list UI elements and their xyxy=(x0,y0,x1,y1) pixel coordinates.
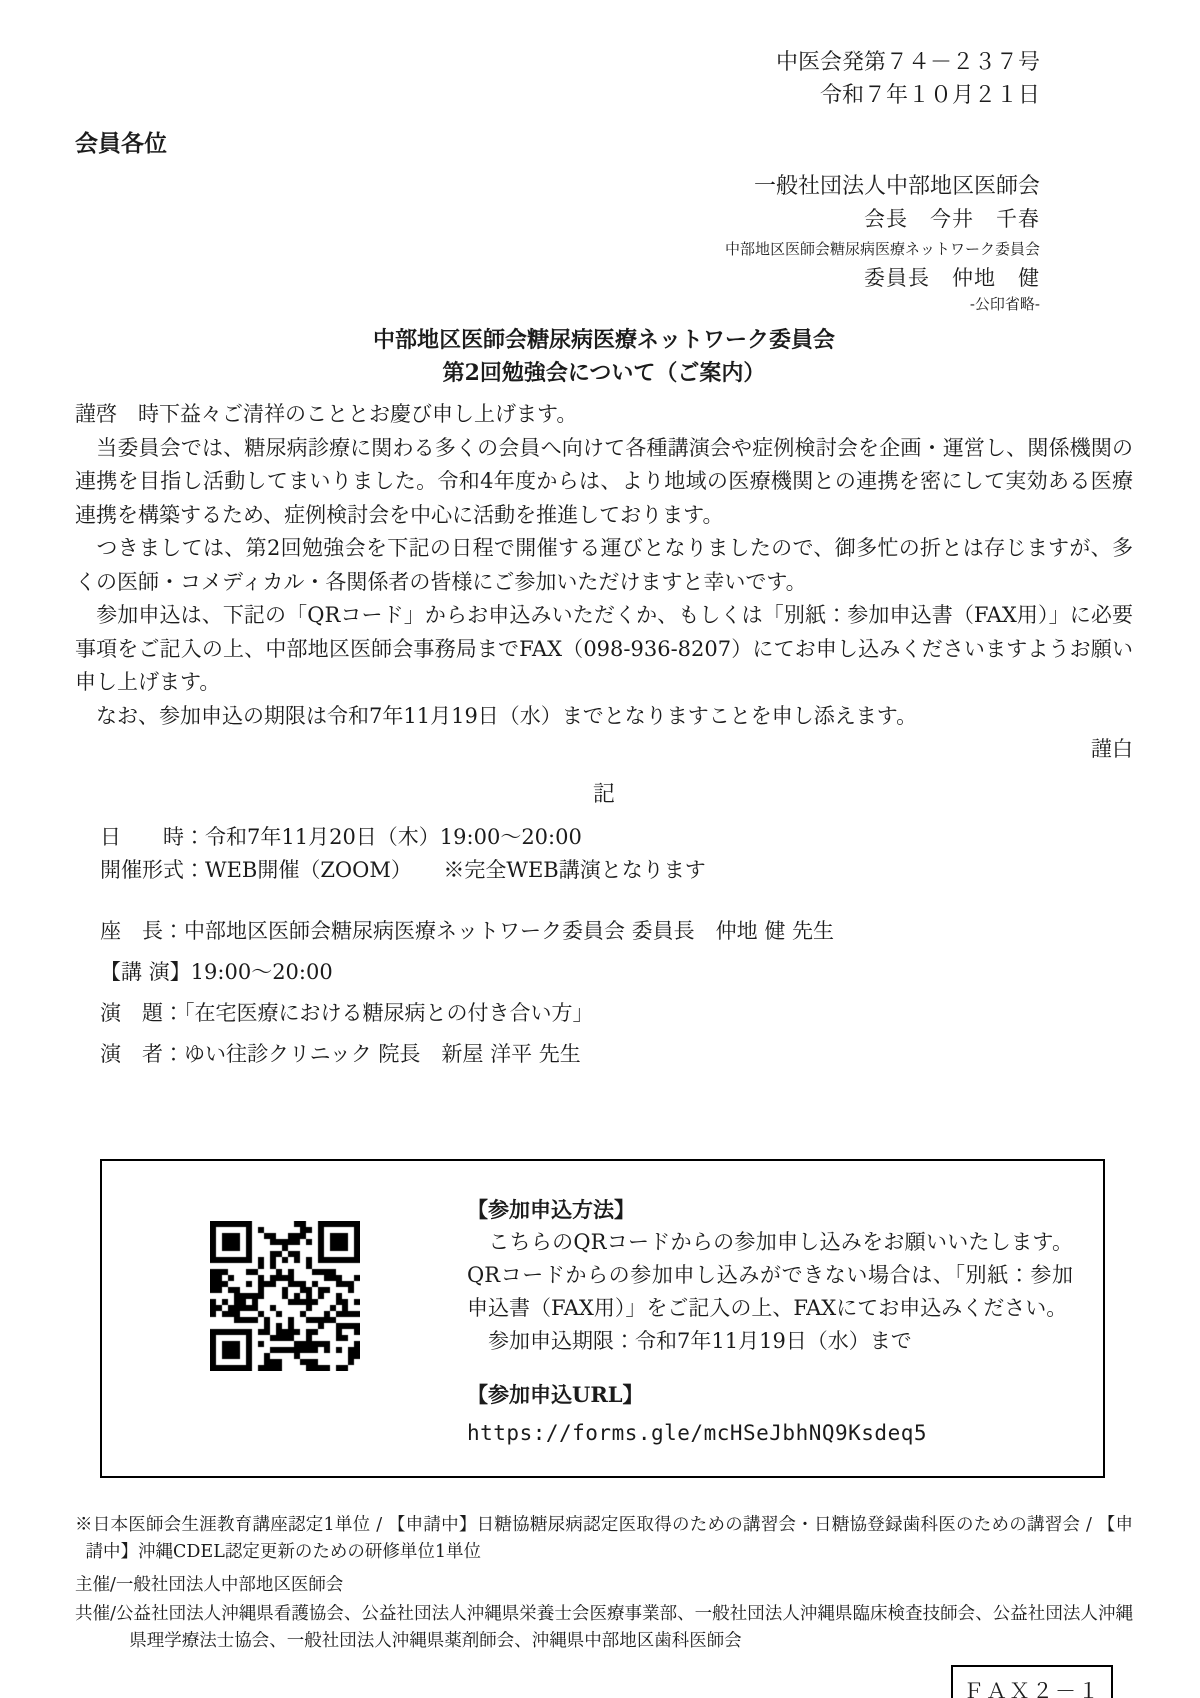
letter-body xyxy=(75,398,1133,733)
application-method-text: こちらのQRコードからの参加申し込みをお願いいたします。QRコードからの参加申し込みができない場合は、「別紙：参加申込書（FAX用）」をご記入の上、FAXにてお申込みください。 xyxy=(467,1230,1073,1320)
detail-chairperson: 座 長：中部地区医師会糖尿病医療ネットワーク委員会 委員長 仲地 健 先生 xyxy=(100,919,835,943)
footer-notes xyxy=(75,1512,1133,1655)
application-url-heading: 【参加申込URL】 xyxy=(467,1382,644,1407)
event-details xyxy=(75,821,1133,1071)
application-info-box xyxy=(100,1159,1105,1478)
sender-block xyxy=(75,170,1133,314)
host-organization: 主催/一般社団法人中部地区医師会 xyxy=(75,1575,344,1595)
sender-organization: 一般社団法人中部地区医師会 xyxy=(753,174,1040,199)
detail-format: 開催形式：WEB開催（ZOOM） ※完全WEB講演となります xyxy=(100,858,706,882)
fax-page-label-box xyxy=(951,1665,1113,1698)
application-method-heading: 【参加申込方法】 xyxy=(467,1197,635,1222)
document-header-reference xyxy=(75,46,1133,112)
document-title-line1: 中部地区医師会糖尿病医療ネットワーク委員会 xyxy=(372,327,835,353)
body-paragraph-activities: 当委員会では、糖尿病診療に関わる多くの会員へ向けて各種講演会や症例検討会を企画・運営し、関係機関の連携を目指し活動してまいりました。令和4年度からは、より地域の医療機関との連携を密にして実効ある医療連携を構築するため、症例検討会を中心に活動を推進しております。 xyxy=(75,435,1133,527)
body-paragraph-deadline: なお、参加申込の期限は令和7年11月19日（水）までとなりますことを申し添えます。 xyxy=(75,703,918,728)
recipient-line: 会員各位 xyxy=(75,130,167,157)
fax-page-label: ＦＡＸ２－１ xyxy=(963,1679,1101,1698)
body-paragraph-greeting: 謹啓 時下益々ご清祥のこととお慶び申し上げます。 xyxy=(75,402,578,426)
detail-datetime: 日 時：令和7年11月20日（木）19:00～20:00 xyxy=(100,825,582,849)
sender-committee: 中部地区医師会糖尿病医療ネットワーク委員会 xyxy=(724,240,1040,258)
detail-lecture-time: 【講 演】19:00～20:00 xyxy=(100,960,333,984)
sender-president: 会長 今井 千春 xyxy=(864,207,1040,231)
detail-speaker: 演 者：ゆい往診クリニック 院長 新屋 洋平 先生 xyxy=(100,1042,581,1066)
notice-heading: 記 xyxy=(592,782,615,807)
closing-word: 謹白 xyxy=(1091,737,1133,761)
qr-code-icon xyxy=(210,1221,360,1371)
qr-code-area xyxy=(102,1193,467,1371)
body-paragraph-application: 参加申込は、下記の「QRコード」からお申込みいただくか、もしくは「別紙：参加申込書（FAX用）」に必要事項をご記入の上、中部地区医師会事務局までFAX（098-936-8207）にてお申し込みくださいますようお願い申し上げます。 xyxy=(75,603,1133,694)
reference-number: 中医会発第７４－２３７号 xyxy=(775,50,1040,75)
credit-units-note: ※日本医師会生涯教育講座認定1単位 / 【申請中】日糖協糖尿病認定医取得のための講習会・日糖協登録歯科医のための講習会 / 【申請中】沖縄CDEL認定更新のための研修単位1単位 xyxy=(75,1515,1133,1562)
body-paragraph-invitation: つきましては、第2回勉強会を下記の日程で開催する運びとなりましたので、御多忙の折とは存じますが、多くの医師・コメディカル・各関係者の皆様にご参加いただけますと幸いです。 xyxy=(75,536,1133,594)
detail-topic: 演 題：「在宅医療における糖尿病との付き合い方」 xyxy=(100,1001,594,1025)
document-title xyxy=(75,324,1133,390)
application-instructions xyxy=(467,1193,1073,1450)
application-url: https://forms.gle/mcHSeJbhNQ9Ksdeq5 xyxy=(467,1421,928,1445)
document-title-line2: 第2回勉強会について（ご案内） xyxy=(442,360,766,386)
sender-chair: 委員長 仲地 健 xyxy=(864,266,1040,290)
issue-date: 令和７年１０月２１日 xyxy=(819,83,1040,108)
application-deadline: 参加申込期限：令和7年11月19日（水）まで xyxy=(467,1329,912,1353)
seal-omitted-note: -公印省略- xyxy=(969,295,1040,313)
cohost-organizations: 共催/公益社団法人沖縄県看護協会、公益社団法人沖縄県栄養士会医療事業部、一般社団法人沖縄県臨床検査技師会、公益社団法人沖縄県理学療法士協会、一般社団法人沖縄県薬剤師会、沖縄県中部地区歯科医師会 xyxy=(75,1604,1133,1651)
